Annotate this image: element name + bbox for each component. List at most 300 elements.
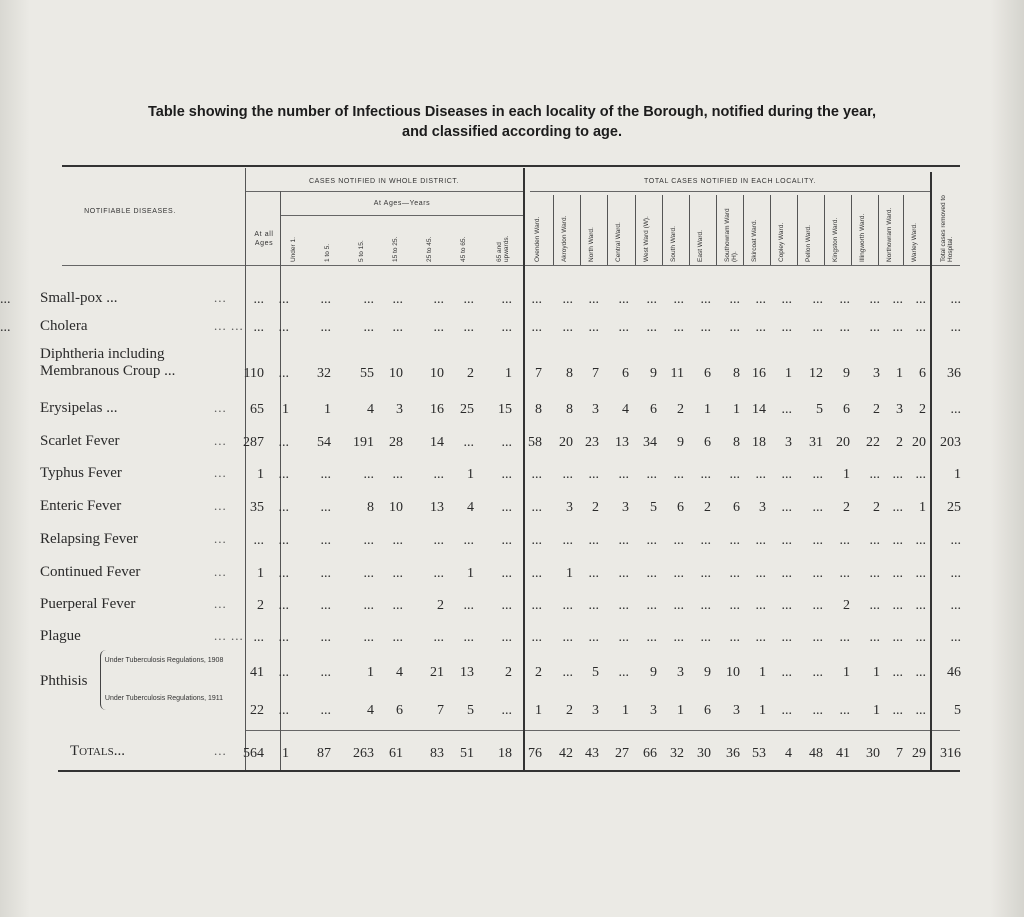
row-10-cell: ... [700,630,711,645]
col-divider [607,195,608,265]
row-6-cell: ... [812,500,823,515]
row-3-cell: 1 [324,402,331,417]
row-2-cell: 10 [389,366,403,381]
row-10-cell: ... [673,630,684,645]
row-11-cell: ... [781,665,792,680]
col-divider [851,195,852,265]
row-5-cell: ... [915,467,926,482]
row-leader-dots: ... [214,290,227,305]
row-label: Diphtheria including Membranous Croup ... [40,346,176,379]
row-7-cell: ... [363,533,374,548]
row-4-cell: 2 [896,435,903,450]
row-10-cell: ... [531,630,542,645]
row-6-cell: 2 [704,500,711,515]
row-6-cell: 2 [843,500,850,515]
row-4-cell: 18 [752,435,766,450]
row-11-cell: ... [618,665,629,680]
col-divider [580,195,581,265]
row-9-cell: ... [892,598,903,613]
row-5-cell: ... [618,467,629,482]
row-3-cell: ... [950,402,961,417]
row-0-cell: ... [869,292,880,307]
row-6-cell: 4 [467,500,474,515]
row-0-cell: ... [320,292,331,307]
row-9-cell: ... [363,598,374,613]
row-9-cell: ... [673,598,684,613]
row-label: Puerperal Fever [40,596,136,612]
row-leader-dots: ... [214,498,227,513]
row-9-cell: ... [320,598,331,613]
row-9-cell: ... [618,598,629,613]
row-10-cell: ... [915,630,926,645]
row-3-cell: 3 [592,402,599,417]
row-10-cell: ... [892,630,903,645]
totals-cell: 42 [559,746,573,761]
title-line-1: Table showing the number of Infectious Diseases in each locality of the Borough, notified during the year, [147,104,877,120]
row-4-cell: ... [278,435,289,450]
row-5-cell: ... [278,467,289,482]
row-10-cell: ... [755,630,766,645]
row-0-cell: ... [812,292,823,307]
row-1-cell: ... [781,320,792,335]
row-3-cell: 2 [677,402,684,417]
row-7-cell: ... [781,533,792,548]
locality-header: Northowram Ward. [886,207,893,262]
header-bottom-rule [62,265,960,266]
row-5-cell: ... [781,467,792,482]
row-7-cell: ... [253,533,264,548]
row-1-cell: ... [463,320,474,335]
row-1-cell: ... [363,320,374,335]
row-2-cell: 12 [809,366,823,381]
row-4-cell: 14 [430,435,444,450]
row-1-cell: ... [320,320,331,335]
age-group-header: Under 1. [290,237,297,262]
row-5-cell: 1 [467,467,474,482]
row-4-cell: 31 [809,435,823,450]
col-divider [635,195,636,265]
totals-cell: 41 [836,746,850,761]
row-4-cell: 20 [836,435,850,450]
row-10-cell: ... [646,630,657,645]
col-divider [743,195,744,265]
row-0-cell: ... [363,292,374,307]
row-4-cell: 23 [585,435,599,450]
row-label: Relapsing Fever [40,531,138,547]
totals-cell: 32 [670,746,684,761]
locality-header: West Ward (W). [643,216,650,262]
row-1-cell: ... [729,320,740,335]
header-whole-district: CASES NOTIFIED IN WHOLE DISTRICT. [308,178,460,185]
totals-cell: 263 [353,746,374,761]
row-4-cell: 6 [704,435,711,450]
row-leader-dots: ... [214,465,227,480]
row-7-cell: ... [618,533,629,548]
row-2-cell: 6 [919,366,926,381]
locality-header: North Ward. [588,227,595,262]
row-6-cell: 1 [919,500,926,515]
row-6-cell: 8 [367,500,374,515]
row-9-cell: ... [700,598,711,613]
row-6-cell: ... [531,500,542,515]
row-3-cell: 14 [752,402,766,417]
row-3-cell: 1 [282,402,289,417]
col-divider [903,195,904,265]
row-7-cell: ... [463,533,474,548]
row-1-cell: ... [278,320,289,335]
row-8-cell: ... [812,566,823,581]
row-11-cell: 9 [704,665,711,680]
row-leader-dots: ... [214,400,227,415]
row-label: Continued Fever [40,564,141,580]
totals-cell: 29 [912,746,926,761]
row-label: Plague [40,628,81,644]
row-5-cell: ... [392,467,403,482]
totals-cell: 30 [866,746,880,761]
row-5-cell: ... [673,467,684,482]
row-1-cell: ... [562,320,573,335]
row-2-cell: 9 [650,366,657,381]
row-11-cell: 10 [726,665,740,680]
row-1-cell: ... [812,320,823,335]
totals-cell: 1 [282,746,289,761]
row-12-cell: ... [915,703,926,718]
row-2-cell: 8 [566,366,573,381]
col-divider [553,195,554,265]
row-0-cell: ... [463,292,474,307]
row-12-cell: 1 [759,703,766,718]
row-1-cell: ... [915,320,926,335]
row-10-cell: ... [253,630,264,645]
totals-label: Totals... [70,743,125,759]
totals-cell: 76 [528,746,542,761]
row-label: Scarlet Fever [40,433,120,449]
row-5-cell: ... [531,467,542,482]
row-10-cell: ... [812,630,823,645]
row-5-cell: ... [755,467,766,482]
row-0-cell: ... [278,292,289,307]
row-8-cell: ... [618,566,629,581]
row-9-cell: ... [562,598,573,613]
row-4-cell: 20 [912,435,926,450]
row-11-cell: 41 [250,665,264,680]
locality-header: East Ward. [697,230,704,262]
row-4-cell: 9 [677,435,684,450]
row-10-cell: ... [562,630,573,645]
row-11-cell: 9 [650,665,657,680]
row-3-cell: 6 [650,402,657,417]
row-8-cell: ... [869,566,880,581]
locality-header: South Ward. [670,226,677,262]
row-3-cell: 15 [498,402,512,417]
row-10-cell: ... [618,630,629,645]
row-7-cell: ... [700,533,711,548]
totals-cell: 30 [697,746,711,761]
row-7-cell: ... [812,533,823,548]
row-4-cell: ... [463,435,474,450]
row-10-cell: ... [278,630,289,645]
row-2-cell: 32 [317,366,331,381]
row-2-cell: 3 [873,366,880,381]
row-4-cell: 287 [243,435,264,450]
row-0-cell: ... [0,292,11,307]
header-at-all-ages: At all Ages [254,231,274,247]
row-2-cell: 7 [592,366,599,381]
row-1-cell: ... [0,320,11,335]
phthisis-subrow-label: Under Tuberculosis Regulations, 1908 [104,657,224,664]
row-6-cell: 3 [759,500,766,515]
row-2-cell: 2 [467,366,474,381]
row-3-cell: ... [781,402,792,417]
row-1-cell: ... [618,320,629,335]
header-each-locality: TOTAL CASES NOTIFIED IN EACH LOCALITY. [644,178,816,185]
row-5-cell: 1 [843,467,850,482]
row-7-cell: ... [433,533,444,548]
row-3-cell: 8 [566,402,573,417]
row-0-cell: ... [531,292,542,307]
row-6-cell: 6 [677,500,684,515]
row-4-cell: 13 [615,435,629,450]
row-10-cell: ... [463,630,474,645]
locality-header: Copley Ward. [778,222,785,262]
col-divider [797,195,798,265]
row-5-cell: ... [363,467,374,482]
row-7-cell: ... [755,533,766,548]
row-2-cell: 11 [670,366,684,381]
row-4-cell: 3 [785,435,792,450]
locality-header: Skircoat Ward. [751,219,758,262]
header-at-ages-years: At Ages—Years [373,200,431,207]
row-2-cell: ... [278,366,289,381]
row-0-cell: ... [673,292,684,307]
row-12-cell: ... [501,703,512,718]
locality-header: Warley Ward. [911,223,918,262]
row-12-cell: 1 [535,703,542,718]
row-1-cell: ... [892,320,903,335]
row-4-cell: 8 [733,435,740,450]
locality-header: Pellon Ward. [805,225,812,262]
row-2-cell: 10 [430,366,444,381]
row-12-cell: ... [892,703,903,718]
row-5-cell: ... [729,467,740,482]
row-3-cell: 5 [816,402,823,417]
row-3-cell: 25 [460,402,474,417]
row-11-cell: ... [562,665,573,680]
col-divider [689,195,690,265]
totals-cell: 61 [389,746,403,761]
row-7-cell: ... [320,533,331,548]
row-leader-dots: ... [214,531,227,546]
row-6-cell: ... [278,500,289,515]
row-7-cell: ... [839,533,850,548]
row-2-cell: 8 [733,366,740,381]
row-8-cell: ... [950,566,961,581]
row-9-cell: 2 [257,598,264,613]
phthisis-label: Phthisis [40,673,88,689]
row-2-cell: 55 [360,366,374,381]
row-12-cell: ... [320,703,331,718]
row-10-cell: ... [869,630,880,645]
row-5-cell: ... [320,467,331,482]
row-leader-dots: ... [214,564,227,579]
row-1-cell: ... [700,320,711,335]
row-11-cell: ... [812,665,823,680]
row-12-cell: ... [278,703,289,718]
row-6-cell: 2 [592,500,599,515]
row-11-cell: ... [892,665,903,680]
row-1-cell: ... [646,320,657,335]
row-6-cell: 3 [566,500,573,515]
row-10-cell: ... [729,630,740,645]
row-7-cell: ... [729,533,740,548]
row-leader-dots: ... [214,743,227,758]
age-group-header: 1 to 5. [324,243,331,262]
row-7-cell: ... [892,533,903,548]
phthisis-brace [100,650,109,710]
totals-cell: 4 [785,746,792,761]
row-label: Small-pox ... [40,290,118,306]
row-1-cell: ... [839,320,850,335]
row-1-cell: ... [501,320,512,335]
row-0-cell: ... [892,292,903,307]
header-rule-whole [245,191,525,192]
row-0-cell: ... [729,292,740,307]
row-0-cell: ... [781,292,792,307]
row-leader-dots: ... [214,433,227,448]
row-6-cell: 2 [873,500,880,515]
page-title [60,102,964,142]
row-0-cell: ... [618,292,629,307]
row-7-cell: ... [531,533,542,548]
row-11-cell: 5 [592,665,599,680]
row-8-cell: ... [673,566,684,581]
row-2-cell: 16 [752,366,766,381]
row-6-cell: 5 [650,500,657,515]
row-1-cell: ... [588,320,599,335]
row-10-cell: ... [950,630,961,645]
row-12-cell: 3 [650,703,657,718]
row-6-cell: 35 [250,500,264,515]
row-5-cell: ... [812,467,823,482]
row-9-cell: ... [950,598,961,613]
col-divider [662,195,663,265]
row-8-cell: 1 [257,566,264,581]
row-10-cell: ... [320,630,331,645]
row-3-cell: 4 [622,402,629,417]
row-0-cell: ... [501,292,512,307]
row-8-cell: ... [839,566,850,581]
col-divider [716,195,717,265]
row-9-cell: ... [646,598,657,613]
row-12-cell: ... [781,703,792,718]
locality-header: Illingworth Ward. [859,213,866,262]
row-9-cell: ... [729,598,740,613]
row-8-cell: ... [588,566,599,581]
row-8-cell: ... [433,566,444,581]
row-12-cell: 3 [592,703,599,718]
row-11-cell: 4 [396,665,403,680]
row-6-cell: 3 [622,500,629,515]
row-4-cell: 58 [528,435,542,450]
totals-cell: 51 [460,746,474,761]
row-0-cell: ... [392,292,403,307]
row-3-cell: 16 [430,402,444,417]
row-12-cell: ... [839,703,850,718]
row-9-cell: ... [463,598,474,613]
row-10-cell: ... [363,630,374,645]
age-group-header: 45 to 65. [460,236,467,262]
totals-rule [245,730,960,731]
row-7-cell: ... [501,533,512,548]
totals-cell: 27 [615,746,629,761]
locality-header: Ovenden Ward. [534,216,541,262]
row-1-cell: ... [392,320,403,335]
row-1-cell: ... [869,320,880,335]
row-11-cell: 1 [873,665,880,680]
row-0-cell: ... [915,292,926,307]
row-2-cell: 1 [785,366,792,381]
row-12-cell: 1 [622,703,629,718]
locality-header: Akroydon Ward. [561,215,568,262]
row-6-cell: 10 [389,500,403,515]
row-2-cell: 36 [947,366,961,381]
row-4-cell: 191 [353,435,374,450]
row-8-cell: ... [729,566,740,581]
header-rule-locality [530,191,930,192]
row-0-cell: ... [253,292,264,307]
row-5-cell: ... [892,467,903,482]
row-11-cell: 3 [677,665,684,680]
locality-header: Kingston Ward. [832,217,839,262]
row-9-cell: ... [915,598,926,613]
row-11-cell: 46 [947,665,961,680]
row-9-cell: ... [278,598,289,613]
row-7-cell: ... [869,533,880,548]
totals-cell: 43 [585,746,599,761]
row-11-cell: 1 [759,665,766,680]
removed-to-hospital-header: Total cases removed to Hospital. [940,195,954,262]
row-11-cell: 2 [505,665,512,680]
row-5-cell: ... [562,467,573,482]
row-12-cell: 2 [566,703,573,718]
row-7-cell: ... [673,533,684,548]
row-2-cell: 110 [243,366,264,381]
row-9-cell: ... [531,598,542,613]
row-5-cell: ... [700,467,711,482]
row-0-cell: ... [433,292,444,307]
row-8-cell: ... [781,566,792,581]
totals-cell: 564 [243,746,264,761]
row-12-cell: 3 [733,703,740,718]
row-6-cell: ... [501,500,512,515]
totals-cell: 36 [726,746,740,761]
totals-cell: 18 [498,746,512,761]
row-0-cell: ... [839,292,850,307]
row-4-cell: 203 [940,435,961,450]
age-group-header: 5 to 15. [358,240,365,262]
totals-cell: 48 [809,746,823,761]
row-12-cell: 7 [437,703,444,718]
row-9-cell: 2 [843,598,850,613]
totals-cell: 87 [317,746,331,761]
table-top-rule [62,165,960,167]
row-2-cell: 1 [896,366,903,381]
row-7-cell: ... [392,533,403,548]
row-10-cell: ... [588,630,599,645]
row-11-cell: ... [278,665,289,680]
row-12-cell: 6 [704,703,711,718]
row-12-cell: 6 [396,703,403,718]
